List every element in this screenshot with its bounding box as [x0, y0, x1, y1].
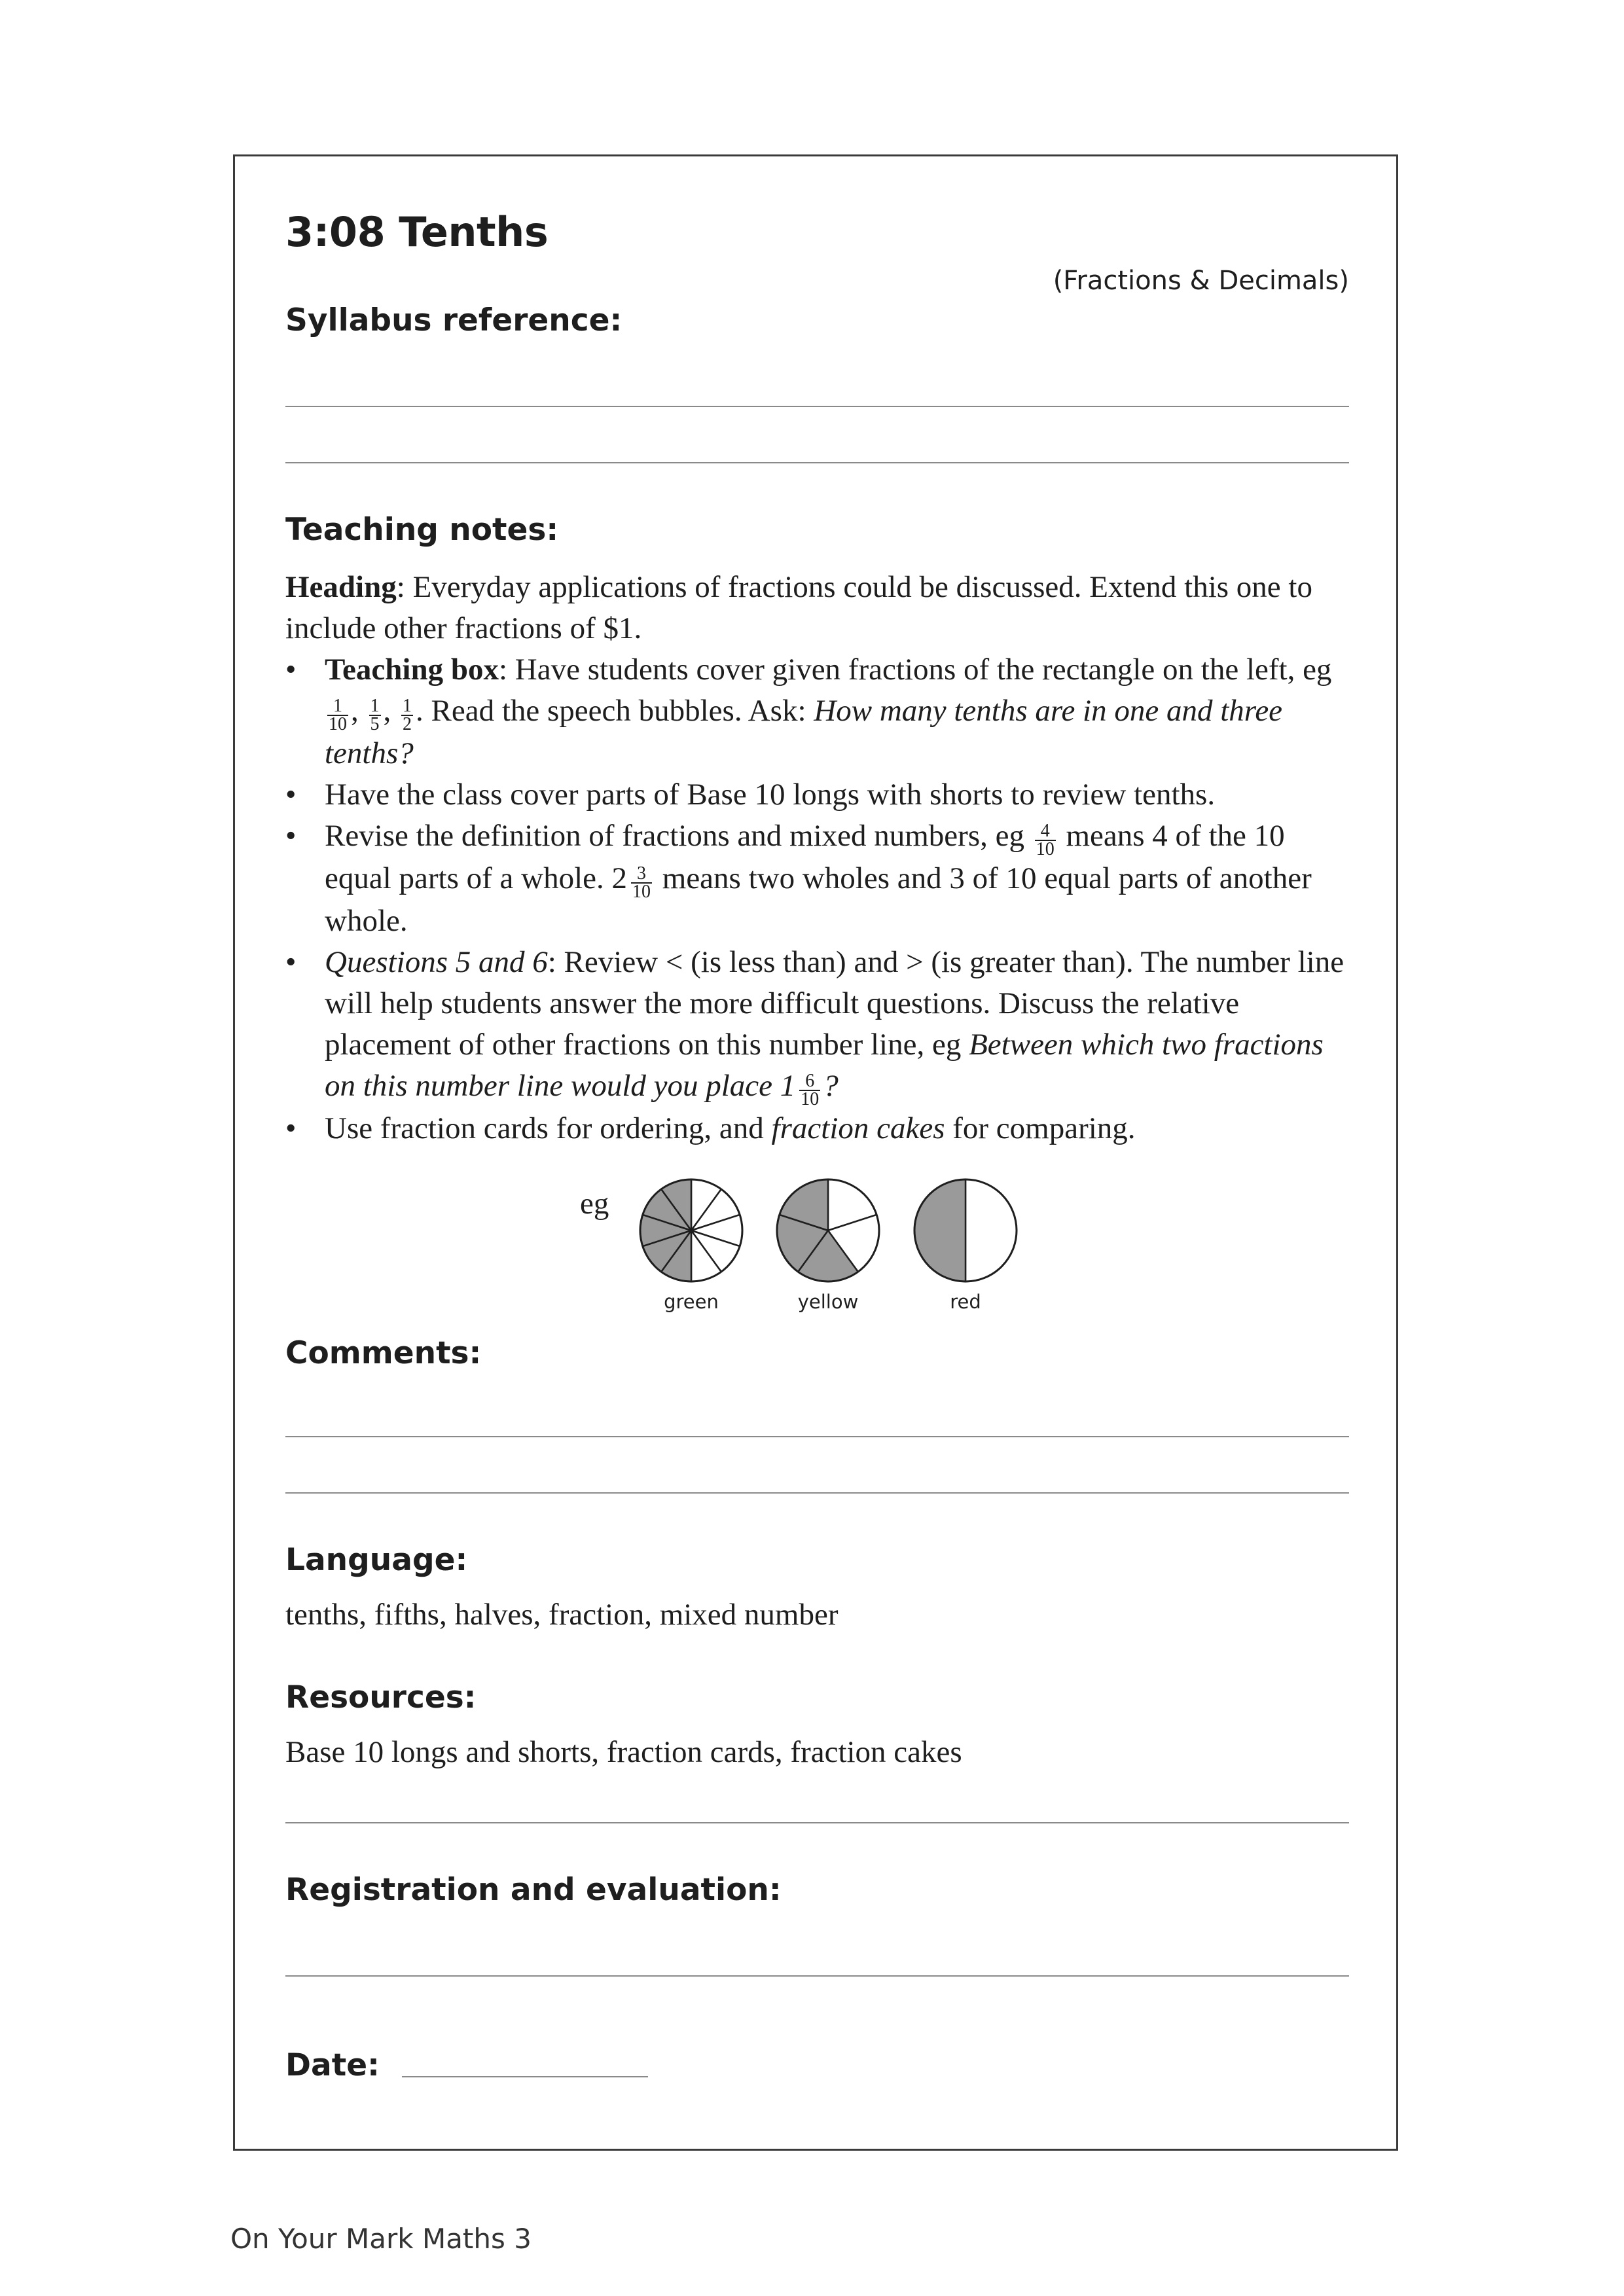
- fraction-one-half: [401, 698, 413, 733]
- fraction-denominator: 10: [329, 714, 347, 734]
- fraction-one-fifth: [369, 698, 381, 733]
- date-heading: Date:: [285, 2047, 380, 2083]
- resources-line: [285, 1822, 1349, 1823]
- heading-note-text: : Everyday applications of fractions could be discussed. Extend this one to include other fractions of $1.: [285, 570, 1312, 645]
- cake-slice: [965, 1179, 1017, 1282]
- separator: ,: [383, 694, 399, 728]
- teaching-notes-heading: Teaching notes:: [285, 512, 559, 548]
- page-footer: On Your Mark Maths 3: [230, 2223, 532, 2255]
- note-base-10: [285, 774, 1359, 816]
- fraction-numerator: 4: [1035, 823, 1056, 841]
- language-heading: Language:: [285, 1542, 468, 1578]
- note-fraction-cards: [285, 1108, 1359, 1149]
- note-teaching-box: [285, 649, 1359, 774]
- cake-label-yellow: yellow: [797, 1291, 859, 1313]
- fraction-three-tenths: [631, 865, 652, 901]
- note-text: means 4 of the 10 equal parts of a whole.: [325, 819, 1285, 895]
- category-label: (Fractions & Decimals): [1053, 266, 1349, 296]
- cake-slice-shaded: [914, 1179, 965, 1282]
- question-mark: ?: [823, 1069, 839, 1103]
- question-text: How many tenths are in one and three tenths?: [325, 694, 1283, 770]
- language-text: tenths, fifths, halves, fraction, mixed number: [285, 1598, 839, 1632]
- fraction-numerator: 6: [799, 1073, 820, 1091]
- comments-line-2: [285, 1492, 1349, 1494]
- note-text: Revise the definition of fractions and mixed numbers, eg: [325, 819, 1032, 853]
- syllabus-line-1: [285, 406, 1349, 407]
- resources-text: Base 10 longs and shorts, fraction cards, fraction cakes: [285, 1735, 962, 1769]
- fraction-numerator: 1: [403, 696, 412, 716]
- syllabus-heading: Syllabus reference:: [285, 302, 623, 338]
- emphasis-text: fraction cakes: [771, 1111, 945, 1145]
- worksheet-frame: [233, 154, 1398, 2151]
- heading-note-label: Heading: [285, 570, 397, 604]
- heading-note: [285, 567, 1359, 649]
- question-text: Between which two fractions on this number line would you place: [325, 1028, 1324, 1103]
- questions-reference: Questions 5 and 6: [325, 945, 548, 979]
- fraction-denominator: 10: [1036, 839, 1055, 859]
- note-text: means two wholes and 3 of 10 equal parts of another whole.: [325, 861, 1312, 938]
- note-text: : Review < (is less than) and > (is greater than). The number line will help students answer the more difficult questions. Discuss the relative placement of other fractions on this number line, eg: [325, 945, 1344, 1062]
- fraction-denominator: 10: [632, 882, 651, 902]
- fraction-denominator: 10: [801, 1089, 820, 1109]
- resources-heading: Resources:: [285, 1679, 477, 1715]
- note-text: for comparing.: [945, 1111, 1136, 1145]
- teaching-notes-list: [285, 649, 1359, 1149]
- date-line: [402, 2076, 648, 2077]
- fraction-four-tenths: [1035, 823, 1056, 858]
- mixed-number-whole: 2: [611, 861, 628, 895]
- note-questions-5-6: [285, 942, 1359, 1108]
- fraction-cake-yellow: [777, 1179, 879, 1282]
- fraction-denominator: 5: [370, 714, 380, 734]
- fraction-cake-red: [914, 1179, 1017, 1282]
- cake-label-green: green: [664, 1291, 719, 1313]
- fraction-numerator: 3: [631, 865, 652, 884]
- separator: ,: [351, 694, 367, 728]
- example-label: eg: [580, 1187, 609, 1221]
- page-title: 3:08 Tenths: [285, 208, 549, 256]
- fraction-denominator: 2: [403, 714, 412, 734]
- registration-heading: Registration and evaluation:: [285, 1872, 782, 1908]
- note-text: . Read the speech bubbles. Ask:: [416, 694, 814, 728]
- fraction-one-tenth: [327, 698, 348, 733]
- note-text: Have the class cover parts of Base 10 longs with shorts to review tenths.: [325, 778, 1216, 812]
- note-text: Use fraction cards for ordering, and: [325, 1111, 772, 1145]
- syllabus-line-2: [285, 462, 1349, 463]
- comments-line-1: [285, 1436, 1349, 1437]
- fraction-numerator: 1: [370, 696, 380, 716]
- fraction-six-tenths: [799, 1073, 820, 1108]
- fraction-numerator: 1: [327, 698, 348, 716]
- fraction-cakes: [628, 1172, 1021, 1289]
- note-text: : Have students cover given fractions of the rectangle on the left, eg: [498, 653, 1332, 687]
- note-mixed-numbers: [285, 816, 1359, 942]
- teaching-notes-body: [285, 567, 1359, 1149]
- registration-line: [285, 1975, 1349, 1977]
- cake-label-red: red: [950, 1291, 981, 1313]
- fraction-cake-green: [640, 1179, 742, 1282]
- comments-heading: Comments:: [285, 1335, 482, 1371]
- mixed-number-whole: 1: [780, 1069, 796, 1103]
- teaching-box-label: Teaching box: [325, 653, 499, 687]
